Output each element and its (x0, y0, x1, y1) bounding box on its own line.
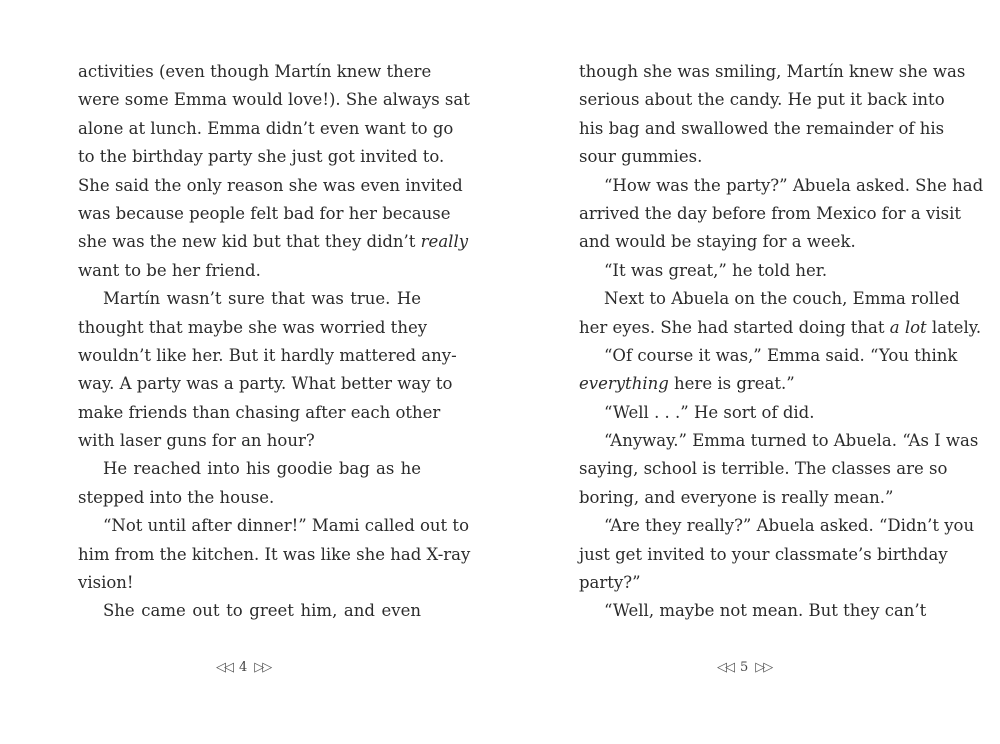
right-page (579, 58, 984, 626)
left-page-number: 4 (239, 659, 248, 675)
line-text: arrived the day before from Mexico for a visit (579, 203, 961, 223)
text-line (78, 285, 421, 313)
left-arrows-ornament-icon: ◁◁ (717, 659, 733, 675)
line-text: make friends than chasing after each other (78, 402, 441, 422)
line-text: alone at lunch. Emma didn’t even want to go (78, 118, 454, 138)
line-text: she was the new kid but that they didn’t (78, 232, 416, 252)
text-line (579, 86, 945, 114)
text-line (579, 455, 948, 483)
text-line (78, 455, 421, 483)
text-line (579, 512, 975, 540)
line-text: here is great.” (668, 374, 795, 394)
text-line (78, 569, 421, 597)
text-line (579, 399, 922, 427)
line-text: vision! (78, 573, 134, 593)
line-text: and would be staying for a week. (579, 232, 856, 252)
line-text: Next to Abuela on the couch, Emma rolled (604, 289, 960, 309)
line-text: “Well . . .” He sort of did. (604, 402, 815, 422)
line-text: “It was great,” he told her. (604, 260, 828, 280)
text-line (579, 541, 948, 569)
line-text: She said the only reason she was even invited (78, 175, 463, 195)
text-line (579, 257, 922, 285)
right-arrows-ornament-icon: ▷▷ (254, 659, 271, 675)
line-text: “Anyway.” Emma turned to Abuela. “As I was (604, 431, 979, 451)
text-line (78, 427, 421, 455)
line-text: He reached into his goodie bag as he (103, 459, 421, 479)
emphasis: a lot (889, 317, 927, 337)
text-line (78, 314, 428, 342)
text-line (579, 569, 922, 597)
text-line (579, 172, 984, 200)
line-text: She came out to greet him, and even (103, 601, 421, 621)
line-text: “Well, maybe not mean. But they can’t (604, 601, 927, 621)
line-text: her eyes. She had started doing that (579, 317, 885, 337)
text-line (78, 228, 469, 256)
line-text: though she was smiling, Martín knew she was (579, 62, 966, 81)
line-text: was because people felt bad for her because (78, 203, 451, 223)
line-text: his bag and swallowed the remainder of his (579, 118, 945, 138)
text-line (579, 314, 982, 342)
line-text: want to be her friend. (78, 260, 261, 280)
line-text: serious about the candy. He put it back into (579, 90, 945, 110)
text-line (78, 484, 421, 512)
line-text: activities (even though Martín knew there (78, 62, 432, 81)
text-line (78, 512, 469, 540)
line-text: party?” (579, 573, 641, 593)
text-line (579, 200, 961, 228)
line-text: way. A party was a party. What better way to (78, 374, 453, 394)
text-line (78, 200, 451, 228)
text-line (78, 342, 457, 370)
text-line (78, 257, 421, 285)
line-text: “How was the party?” Abuela asked. She had (604, 175, 984, 195)
line-text: “Not until after dinner!” Mami called out to (103, 516, 469, 536)
text-line (579, 484, 922, 512)
right-arrows-ornament-icon: ▷▷ (755, 659, 772, 675)
right-page-folio (717, 656, 771, 678)
text-line (579, 228, 922, 256)
line-text-suffix: lately. (926, 317, 982, 337)
emphasis: really (420, 232, 469, 252)
line-text: Martín wasn’t sure that was true. He (103, 289, 421, 309)
line-text: were some Emma would love!). She always sat (78, 90, 470, 110)
text-line (78, 58, 432, 86)
text-line (579, 342, 958, 370)
text-line (579, 427, 979, 455)
line-text: just get invited to your classmate’s birthday (579, 544, 948, 564)
line-text: saying, school is terrible. The classes are so (579, 459, 948, 479)
line-text: wouldn’t like her. But it hardly mattered any- (78, 345, 457, 365)
line-text: thought that maybe she was worried they (78, 317, 428, 337)
text-line (78, 86, 470, 114)
text-line (78, 399, 441, 427)
text-line (78, 115, 454, 143)
text-line (579, 370, 922, 398)
line-text: “Of course it was,” Emma said. “You think (604, 345, 958, 365)
text-line (78, 597, 421, 625)
text-line (78, 541, 471, 569)
line-text: with laser guns for an hour? (78, 431, 315, 451)
emphasis: everything (579, 374, 669, 394)
text-line (579, 143, 922, 171)
line-text: boring, and everyone is really mean.” (579, 487, 894, 507)
text-line (579, 115, 945, 143)
line-text: to the birthday party she just got invited to. (78, 147, 445, 167)
left-page-folio (216, 656, 270, 678)
text-line (579, 285, 960, 313)
text-line (78, 172, 463, 200)
text-line (78, 370, 453, 398)
text-line (78, 143, 445, 171)
right-page-number: 5 (740, 659, 749, 675)
text-line (579, 58, 966, 86)
text-line (579, 597, 927, 625)
line-text: him from the kitchen. It was like she had X-ray (78, 544, 471, 564)
left-arrows-ornament-icon: ◁◁ (216, 659, 232, 675)
line-text: “Are they really?” Abuela asked. “Didn’t you (604, 516, 975, 536)
line-text: stepped into the house. (78, 487, 275, 507)
line-text: sour gummies. (579, 147, 703, 167)
left-page (78, 58, 471, 626)
